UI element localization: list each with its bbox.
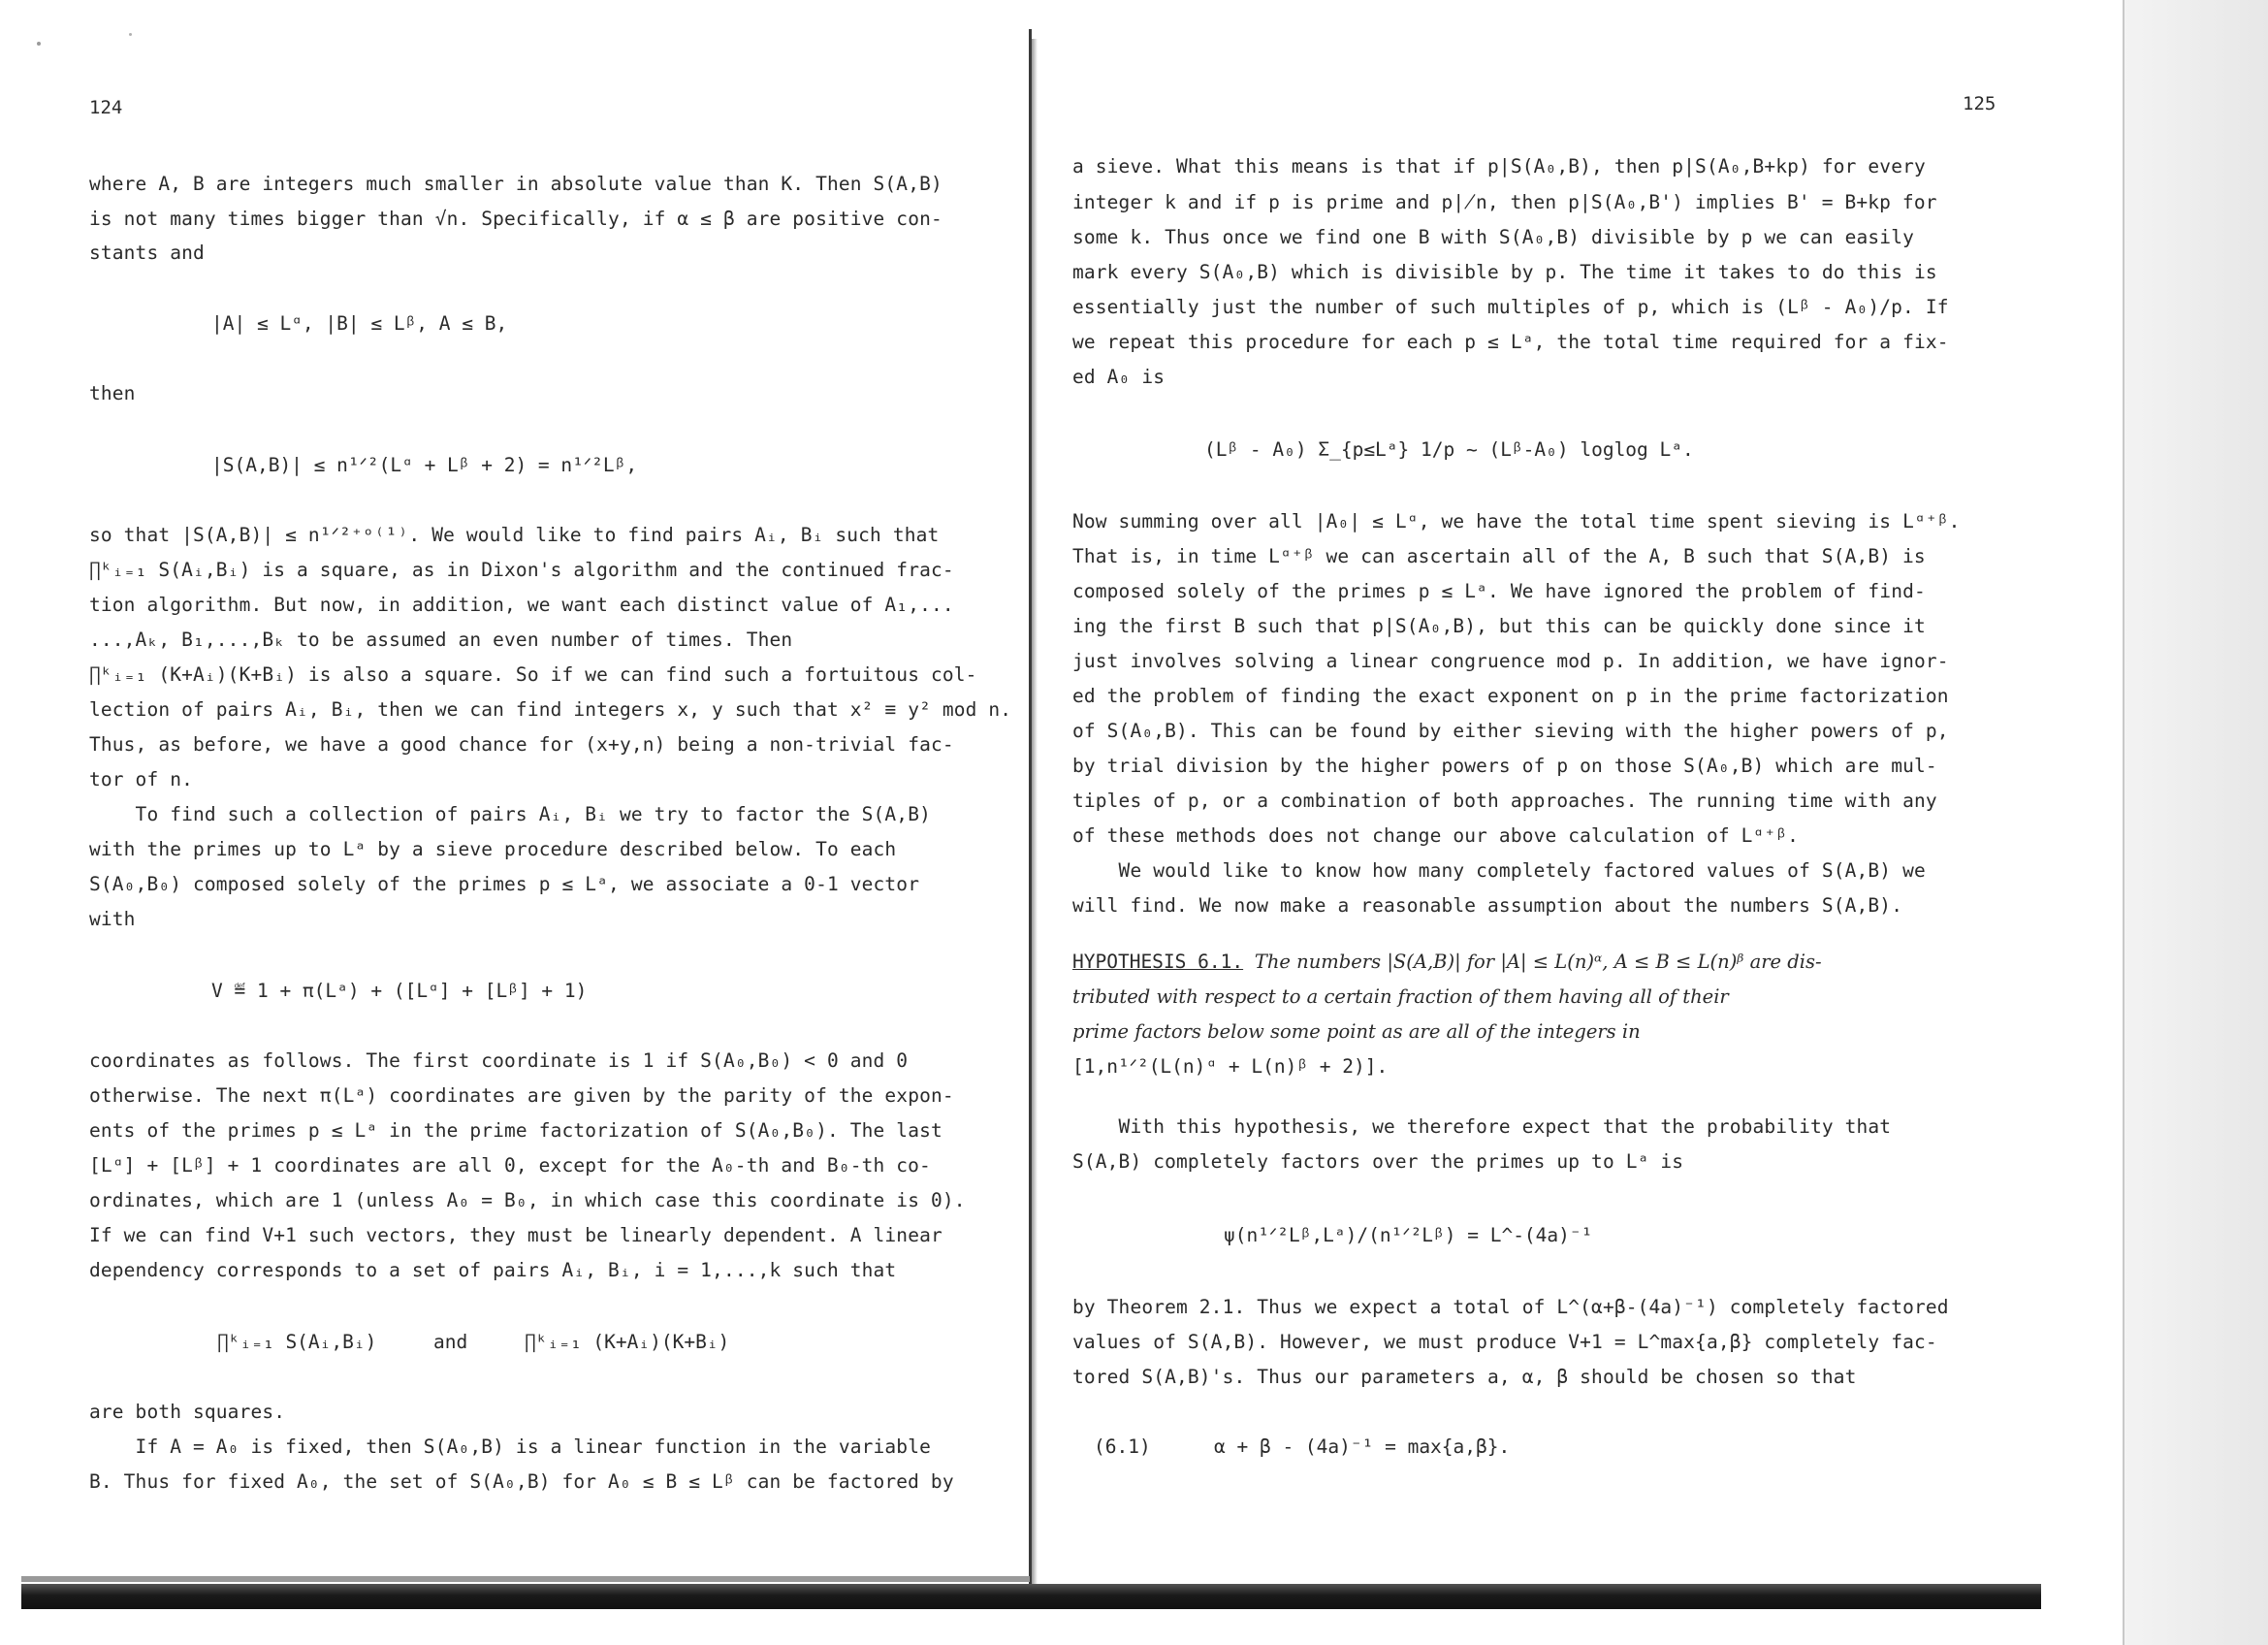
text-line: ed the problem of finding the exact exponent on p in the prime factorization [1072, 685, 1949, 707]
text-line: ents of the primes p ≤ Lᵃ in the prime factorization of S(A₀,B₀). The last [89, 1119, 942, 1142]
equation-label: (6.1) [1094, 1435, 1151, 1458]
left-page [0, 0, 1028, 1645]
text-line: coordinates as follows. The first coordinate is 1 if S(A₀,B₀) < 0 and 0 [89, 1049, 909, 1072]
hypothesis-label: HYPOTHESIS 6.1. [1072, 951, 1244, 973]
text-line: S(A,B) completely factors over the primes up to Lᵃ is [1072, 1150, 1684, 1173]
text-line: is not many times bigger than √n. Specifically, if α ≤ β are positive con- [89, 208, 942, 230]
text-line: with the primes up to Lᵃ by a sieve procedure described below. To each [89, 838, 897, 860]
hypothesis-line [1072, 1055, 1388, 1079]
text-line: We would like to know how many completely factored values of S(A,B) we [1072, 859, 1926, 882]
text-line: B. Thus for fixed A₀, the set of S(A₀,B) for A₀ ≤ B ≤ Lᵝ can be factored by [89, 1470, 954, 1493]
display-equation: (Lᵝ - A₀) Σ_{p≤Lᵃ} 1/p ~ (Lᵝ-A₀) loglog Lᵃ. [1204, 438, 1694, 461]
text-line: a sieve. What this means is that if p|S(A₀,B), then p|S(A₀,B+kp) for every [1072, 155, 1926, 177]
text-line: composed solely of the primes p ≤ Lᵃ. We have ignored the problem of find- [1072, 580, 1926, 602]
text-line: by trial division by the higher powers of p on those S(A₀,B) which are mul- [1072, 755, 1937, 777]
text-line: of these methods does not change our above calculation of Lᵅ⁺ᵝ. [1072, 824, 1800, 847]
page-number: 125 [1963, 93, 1996, 114]
text-line: If we can find V+1 such vectors, they must be linearly dependent. A linear [89, 1224, 942, 1246]
text-line: stants and [89, 242, 205, 264]
text-line: ing the first B such that p|S(A₀,B), but this can be quickly done since it [1072, 615, 1926, 637]
text-line: ∏ᵏᵢ₌₁ S(Aᵢ,Bᵢ) is a square, as in Dixon's algorithm and the continued frac- [89, 559, 954, 581]
display-equation: ∏ᵏᵢ₌₁ S(Aᵢ,Bᵢ) and ∏ᵏᵢ₌₁ (K+Aᵢ)(K+Bᵢ) [217, 1331, 730, 1353]
text-line: ordinates, which are 1 (unless A₀ = B₀, in which case this coordinate is 0). [89, 1189, 966, 1211]
text-line: then [89, 382, 136, 404]
display-equation: |S(A,B)| ≤ n¹ᐟ²(Lᵅ + Lᵝ + 2) = n¹ᐟ²Lᵝ, [211, 454, 638, 476]
display-equation: ψ(n¹ᐟ²Lᵝ,Lᵃ)/(n¹ᐟ²Lᵝ) = L^-(4a)⁻¹ [1224, 1224, 1593, 1246]
text-line: To find such a collection of pairs Aᵢ, Bᵢ we try to factor the S(A,B) [89, 803, 931, 825]
text-line: integer k and if p is prime and p∤n, then p|S(A₀,B') implies B' = B+kp for [1072, 191, 1937, 213]
text-line: lection of pairs Aᵢ, Bᵢ, then we can find integers x, y such that x² ≡ y² mod n. [89, 698, 1012, 721]
text-line: so that |S(A,B)| ≤ n¹ᐟ²⁺ᵒ⁽¹⁾. We would like to find pairs Aᵢ, Bᵢ such that [89, 524, 940, 546]
text-line: Now summing over all |A₀| ≤ Lᵅ, we have the total time spent sieving is Lᵅ⁺ᵝ. [1072, 510, 1961, 532]
text-line: values of S(A,B). However, we must produce V+1 = L^max{a,β} completely fac- [1072, 1331, 1937, 1353]
hypothesis-line [1072, 1020, 1641, 1043]
hypothesis-text: The numbers |S(A,B)| for |A| ≤ L(n)ᵅ, A ≤ B ≤ L(n)ᵝ are dis- [1254, 951, 1822, 973]
text-line: of S(A₀,B). This can be found by either sieving with the higher powers of p, [1072, 720, 1949, 742]
text-line: some k. Thus once we find one B with S(A₀,B) divisible by p we can easily [1072, 226, 1914, 248]
hypothesis-line [1072, 985, 1729, 1008]
text-line: tored S(A,B)'s. Thus our parameters a, α, β should be chosen so that [1072, 1366, 1857, 1388]
hypothesis-text: [1,n¹ᐟ²(L(n)ᵅ + L(n)ᵝ + 2)]. [1072, 1055, 1389, 1078]
display-equation: α + β - (4a)⁻¹ = max{a,β}. [1214, 1435, 1511, 1458]
text-line: where A, B are integers much smaller in absolute value than K. Then S(A,B) [89, 173, 942, 195]
hypothesis-text: tributed with respect to a certain fraction of them having all of their [1072, 985, 1729, 1008]
text-line: will find. We now make a reasonable assumption about the numbers S(A,B). [1072, 894, 1903, 917]
text-line: If A = A₀ is fixed, then S(A₀,B) is a linear function in the variable [89, 1435, 931, 1458]
text-line: just involves solving a linear congruence mod p. In addition, we have ignor- [1072, 650, 1949, 672]
text-line: tor of n. [89, 768, 194, 790]
text-line: dependency corresponds to a set of pairs Aᵢ, Bᵢ, i = 1,...,k such that [89, 1259, 897, 1281]
display-equation: V ≝ 1 + π(Lᵃ) + ([Lᵅ] + [Lᵝ] + 1) [211, 980, 588, 1002]
text-line: That is, in time Lᵅ⁺ᵝ we can ascertain all of the A, B such that S(A,B) is [1072, 545, 1926, 567]
text-line: mark every S(A₀,B) which is divisible by p. The time it takes to do this is [1072, 261, 1937, 283]
text-line: are both squares. [89, 1401, 286, 1423]
hypothesis-line [1072, 951, 1822, 973]
text-line: S(A₀,B₀) composed solely of the primes p ≤ Lᵃ, we associate a 0-1 vector [89, 873, 920, 895]
display-equation: |A| ≤ Lᵅ, |B| ≤ Lᵝ, A ≤ B, [211, 312, 508, 335]
text-line: Thus, as before, we have a good chance for (x+y,n) being a non-trivial fac- [89, 733, 954, 756]
text-line: ...,Aₖ, B₁,...,Bₖ to be assumed an even number of times. Then [89, 629, 793, 651]
text-line: ed A₀ is [1072, 366, 1166, 388]
hypothesis-text: prime factors below some point as are all of the integers in [1072, 1020, 1641, 1043]
text-line: [Lᵅ] + [Lᵝ] + 1 coordinates are all 0, except for the A₀-th and B₀-th co- [89, 1154, 931, 1177]
text-line: tiples of p, or a combination of both approaches. The running time with any [1072, 790, 1937, 812]
text-line: otherwise. The next π(Lᵃ) coordinates are given by the parity of the expon- [89, 1084, 954, 1107]
page-number: 124 [89, 97, 123, 118]
text-line: by Theorem 2.1. Thus we expect a total of L^(α+β-(4a)⁻¹) completely factored [1072, 1296, 1949, 1318]
right-page [1030, 0, 2125, 1645]
text-line: ∏ᵏᵢ₌₁ (K+Aᵢ)(K+Bᵢ) is also a square. So if we can find such a fortuitous col- [89, 663, 977, 686]
text-line: tion algorithm. But now, in addition, we want each distinct value of A₁,... [89, 594, 954, 616]
text-line: With this hypothesis, we therefore expect that the probability that [1072, 1115, 1892, 1138]
text-line: we repeat this procedure for each p ≤ Lᵃ, the total time required for a fix- [1072, 331, 1949, 353]
text-line: essentially just the number of such multiples of p, which is (Lᵝ - A₀)/p. If [1072, 296, 1949, 318]
scan-margin-shade [2124, 0, 2268, 1645]
text-line: with [89, 908, 136, 930]
